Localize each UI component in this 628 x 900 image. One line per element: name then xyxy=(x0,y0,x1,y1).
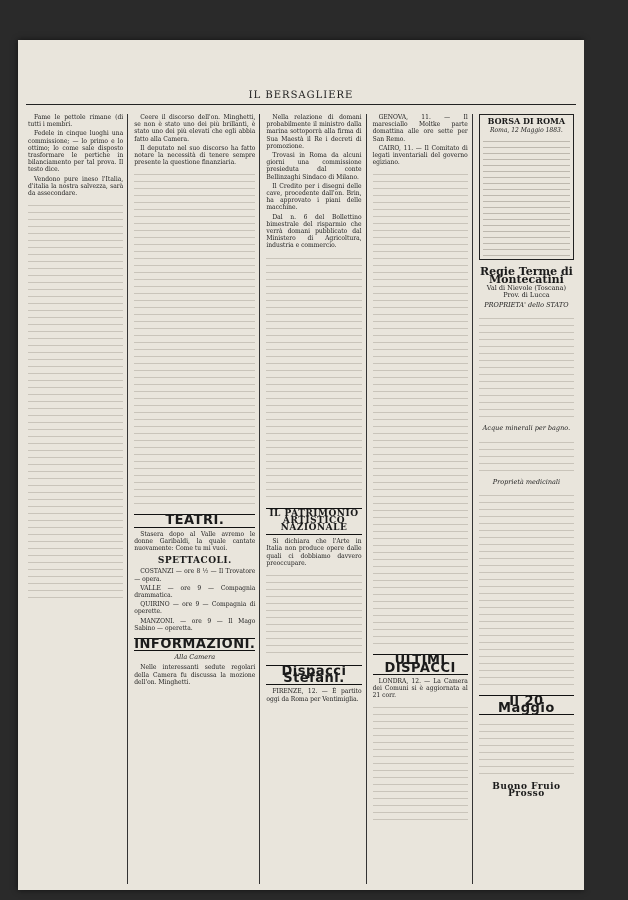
text-block xyxy=(479,312,574,422)
section-spettacoli: SPETTACOLI. xyxy=(157,556,232,567)
article-paragraph: Fame le pettole rimane (di tutti i membri. xyxy=(28,114,124,129)
text-block xyxy=(373,168,468,648)
column-1 xyxy=(28,114,128,884)
bono-label: Buono Fruio Prosso xyxy=(492,782,561,800)
proprieta-medicinali: Proprietà medicinali xyxy=(492,477,561,486)
informazioni-text: Nelle interessanti sedute regolari della Camera fu discussa la mozione dell'on. Minghetti. xyxy=(134,664,256,686)
patrimonio-text: Si dichiara che l'Arte in Italia non produce opere dalle quali ci dobbiamo davvero preoccupare. xyxy=(266,538,362,567)
newspaper-page xyxy=(18,40,584,890)
teatri-text: Stasera dopo al Valle avremo le donne Garibaldi, la quale cantate nuovamente: Come tu mi vuoi. xyxy=(134,530,256,553)
article-paragraph: Fedele in cinque luoghi una commissione; — lo primo e lo ottimo; lo come sale disposto trasformare le pertiche in bilanciamento per tal prova. Il testo dice. xyxy=(28,130,124,174)
informazioni-sub: Alla Camera xyxy=(174,653,216,662)
text-block xyxy=(266,252,361,502)
regie-terme-sub: Val di Nievole (Toscana) Prov. di Lucca xyxy=(486,283,567,300)
dispacci-text: FIRENZE, 12. — È partito oggi da Roma per Ventimiglia. xyxy=(266,688,362,703)
article-paragraph: Dal n. 6 del Bollettino bimestrale del risparmio che verrà domani pubblicato dal Ministero di Agricoltura, industria e commercio. xyxy=(266,213,362,250)
article-paragraph: GENOVA, 11. — Il maresciallo Moltke parte domattina alle ore sette per San Remo. xyxy=(372,114,468,143)
article-paragraph: Il deputato nel suo discorso ha fatto notare la necessità di tenere sempre presente la questione finanziaria. xyxy=(134,144,256,167)
column-4 xyxy=(373,114,473,884)
masthead: IL BERSAGLIERE xyxy=(248,90,354,101)
ultimi-text: LONDRA, 12. — La Camera dei Comuni si è aggiornata al 21 corr. xyxy=(372,677,468,700)
section-20-maggio: Il 20 Maggio xyxy=(479,695,574,715)
section-informazioni: INFORMAZIONI. xyxy=(134,637,256,653)
article-paragraph: Vendono pure ineso l'Italia, d'italia la nostra salvezza, sarà da assecondare. xyxy=(28,175,124,198)
article-paragraph: Il Credito per i disegni delle cave, procedente dall'on. Brin, ha approvato i piani delle macchine. xyxy=(266,182,362,212)
column-3 xyxy=(266,114,366,884)
column-5 xyxy=(479,114,578,884)
masthead-rule xyxy=(26,104,576,105)
borsa-table xyxy=(483,136,570,256)
spettacolo-item: COSTANZI — ore 8 ½ — Il Trovatore — opera. xyxy=(134,568,256,583)
article-paragraph: Nella relazione di domani probabilmente il ministro dalla marina sottoporrà alla firma di Sua Maestà il Re i decreti di promozione. xyxy=(266,114,362,150)
text-block xyxy=(266,569,361,659)
section-ultimi-dispacci: ULTIMI DISPACCI xyxy=(373,654,468,674)
text-block xyxy=(373,701,468,821)
article-paragraph: Trovasi in Roma da alcuni giorni una commissione presieduta dal conte Bellinzaghi Sindaco di Milano. xyxy=(266,152,362,181)
columns xyxy=(28,114,578,884)
section-patrimonio: IL PATRIMONIO ARTISTICO NAZIONALE xyxy=(266,508,361,536)
spettacolo-item: VALLE — ore 9 — Compagnia drammatica. xyxy=(134,584,256,600)
proprieta-label: PROPRIETA' dello STATO xyxy=(484,301,569,310)
page-edge xyxy=(584,40,628,890)
borsa-title: BORSA DI ROMA xyxy=(487,116,566,126)
spettacolo-item: QUIRINO — ore 9 — Compagnia di operette. xyxy=(134,601,256,616)
text-block xyxy=(479,436,574,476)
section-dispacci: Dispacci Stefani. xyxy=(266,665,361,685)
borsa-box xyxy=(479,114,574,260)
column-2 xyxy=(134,114,260,884)
text-block xyxy=(134,168,255,508)
regie-terme-title: Regie Terme di Montecatini xyxy=(479,265,573,286)
section-teatri: TEATRI. xyxy=(134,514,255,527)
acque-title: Acque minerali per bagno. xyxy=(482,424,571,433)
borsa-date: Roma, 12 Maggio 1883. xyxy=(490,127,563,135)
text-block xyxy=(479,489,574,689)
text-block xyxy=(479,718,574,778)
article-paragraph: Ceere il discorso dell'on. Minghetti, se non è stato uno dei più brillanti, è stato uno dei più elevati che egli abbia fatto alla Camera. xyxy=(134,114,256,143)
text-block xyxy=(28,199,123,599)
article-paragraph: CAIRO, 11. — Il Comitato di legati inventariali del governo egiziano. xyxy=(372,144,468,167)
spettacolo-item: MANZONI. — ore 9 — Il Mago Sabino — operetta. xyxy=(134,617,256,632)
